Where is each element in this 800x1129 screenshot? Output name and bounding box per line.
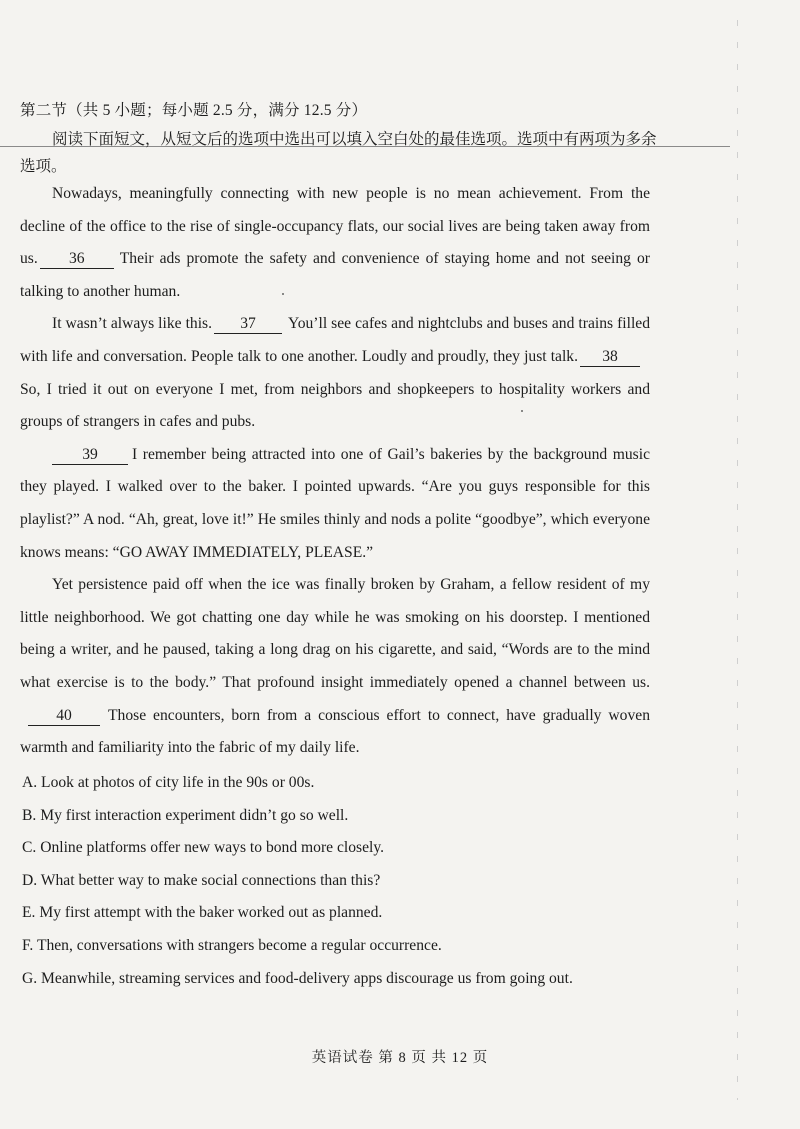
option-d: D. What better way to make social connections than this? — [22, 871, 381, 889]
section-instructions — [20, 126, 660, 180]
blank-40: 40 — [28, 707, 100, 726]
passage-paragraph-4 — [20, 569, 650, 765]
p3-text: I remember being attracted into one of Gail’s bakeries by the background music they played. I walked over to the baker. I pointed upwards. “Are you guys responsible for this playlist?” A nod. “Ah, great, love it!” He smiles thinly and nods a polite “goodbye”, which everyone knows means: “GO AWAY IMMEDIATELY, PLEASE.” — [20, 445, 650, 561]
page-footer: 英语试卷 第 8 页 共 12 页 — [311, 1050, 489, 1066]
p2-text-1: It wasn’t always like this. — [52, 315, 213, 333]
option-e: E. My first attempt with the baker worked out as planned. — [22, 904, 383, 922]
p2-text-2: You’ll see cafes and nightclubs and buses and trains filled with life and conversation. People talk to one another. Loudly and proudly, they just talk. — [20, 315, 650, 365]
p1-text-before: Nowadays, meaningfully connecting with new people is no mean achievement. From the decline of the office to the rise of single-occupancy flats, our social lives are being taken away from us. — [20, 185, 650, 268]
passage-paragraph-1 — [20, 178, 650, 308]
option-a: A. Look at photos of city life in the 90s or 00s. — [22, 774, 315, 791]
blank-36: 36 — [40, 250, 114, 269]
passage-paragraph-2 — [20, 308, 650, 438]
section-heading: 第二节（共 5 小题；每小题 2.5 分，满分 12.5 分） — [20, 102, 368, 119]
blank-38: 38 — [580, 348, 640, 367]
instructions-text: 阅读下面短文，从短文后的选项中选出可以填入空白处的最佳选项。选项中有两项为多余选项。 — [20, 131, 657, 175]
p2-text-3: So, I tried it out on everyone I met, from neighbors and shopkeepers to hospitality workers and groups of strangers in cafes and pubs. — [20, 380, 650, 431]
passage-paragraph-3 — [20, 439, 650, 569]
blank-37: 37 — [214, 315, 282, 334]
p4-text-after: Those encounters, born from a conscious effort to connect, have gradually woven warmth and familiarity into the fabric of my daily life. — [20, 706, 650, 757]
option-g: G. Meanwhile, streaming services and food-delivery apps discourage us from going out. — [22, 969, 573, 987]
p1-text-after: Their ads promote the safety and convenience of staying home and not seeing or talking to another human. — [20, 250, 650, 300]
blank-39: 39 — [52, 446, 128, 465]
scan-edge-marks — [737, 20, 738, 1100]
option-f: F. Then, conversations with strangers become a regular occurrence. — [22, 936, 442, 954]
reading-passage — [20, 178, 650, 765]
option-c: C. Online platforms offer new ways to bond more closely. — [22, 839, 385, 857]
p4-text-before: Yet persistence paid off when the ice was finally broken by Graham, a fellow resident of my little neighborhood. We got chatting one day while he was smoking on his doorstep. I mentioned being a writer, and he paused, taking a long drag on his cigarette, and said, “Words are to the mind what exercise is to the body.” That profound insight immediately opened a channel between us. — [20, 576, 650, 691]
answer-options — [22, 767, 662, 995]
scan-speck — [282, 293, 284, 295]
scan-speck — [521, 410, 523, 412]
option-b: B. My first interaction experiment didn’t go so well. — [22, 806, 349, 824]
